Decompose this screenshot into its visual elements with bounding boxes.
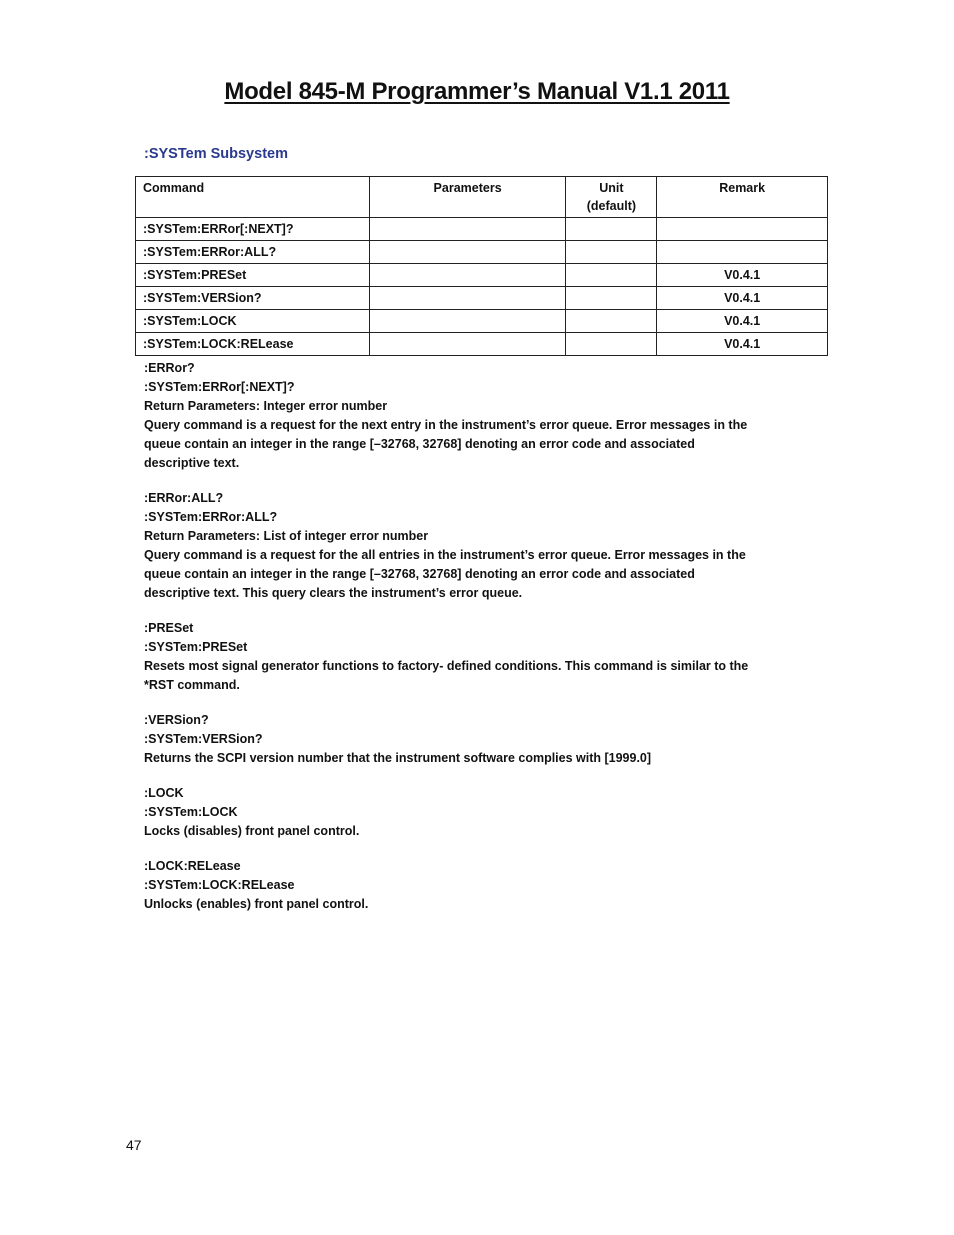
table-row [136,287,828,310]
description-line: Query command is a request for the all entries in the instrument’s error queue. Error messages in the [144,548,746,562]
lock-description [144,784,804,841]
header-command: Command [136,177,370,218]
cell-remark: V0.4.1 [657,333,828,356]
table-row [136,241,828,264]
short-command: :LOCK [144,786,184,800]
cell-parameters [369,264,566,287]
cell-command: :SYSTem:LOCK [136,310,370,333]
long-command: :SYSTem:ERRor:ALL? [144,510,278,524]
cell-remark: V0.4.1 [657,287,828,310]
description-line: Unlocks (enables) front panel control. [144,897,369,911]
cell-command: :SYSTem:LOCK:RELease [136,333,370,356]
header-remark: Remark [657,177,828,218]
page-number: 47 [126,1137,142,1153]
cell-remark [657,218,828,241]
cell-unit [566,333,657,356]
description-line: Return Parameters: Integer error number [144,399,388,413]
description-line: Query command is a request for the next entry in the instrument’s error queue. Error messages in the [144,418,748,432]
cell-parameters [369,287,566,310]
cell-command: :SYSTem:ERRor:ALL? [136,241,370,264]
cell-parameters [369,218,566,241]
cell-command: :SYSTem:PRESet [136,264,370,287]
header-unit-line2: (default) [586,199,637,213]
description-line: Locks (disables) front panel control. [144,824,360,838]
description-line: Return Parameters: List of integer error number [144,529,429,543]
description-line: *RST command. [144,678,240,692]
description-line: Resets most signal generator functions to factory- defined conditions. This command is similar to the [144,659,749,673]
cell-unit [566,310,657,333]
table-row [136,264,828,287]
cell-remark: V0.4.1 [657,310,828,333]
table-row [136,333,828,356]
long-command: :SYSTem:LOCK [144,805,238,819]
short-command: :ERRor:ALL? [144,491,224,505]
description-line: descriptive text. This query clears the instrument’s error queue. [144,586,523,600]
description-line: queue contain an integer in the range [–32768, 32768] denoting an error code and associated [144,437,695,451]
header-parameters: Parameters [369,177,566,218]
header-unit [566,177,657,218]
long-command: :SYSTem:PRESet [144,640,248,654]
command-table [135,176,828,356]
preset-description [144,619,804,695]
cell-parameters [369,241,566,264]
cell-parameters [369,310,566,333]
error-all-description [144,489,804,603]
header-unit-line1: Unit [599,181,624,195]
cell-command: :SYSTem:VERSion? [136,287,370,310]
long-command: :SYSTem:LOCK:RELease [144,878,295,892]
description-line: queue contain an integer in the range [–32768, 32768] denoting an error code and associated [144,567,695,581]
table-row [136,218,828,241]
version-description [144,711,804,768]
description-line: Returns the SCPI version number that the instrument software complies with [1999.0] [144,751,652,765]
cell-remark [657,241,828,264]
long-command: :SYSTem:VERSion? [144,732,263,746]
table-row [136,310,828,333]
cell-unit [566,241,657,264]
command-descriptions [144,359,804,930]
cell-unit [566,264,657,287]
cell-unit [566,218,657,241]
short-command: :VERSion? [144,713,209,727]
cell-unit [566,287,657,310]
lock-release-description [144,857,804,914]
short-command: :LOCK:RELease [144,859,241,873]
section-heading: :SYSTem Subsystem [144,146,288,162]
cell-parameters [369,333,566,356]
cell-remark: V0.4.1 [657,264,828,287]
table-header-row [136,177,828,218]
short-command: :ERRor? [144,361,195,375]
cell-command: :SYSTem:ERRor[:NEXT]? [136,218,370,241]
long-command: :SYSTem:ERRor[:NEXT]? [144,380,295,394]
short-command: :PRESet [144,621,194,635]
error-next-description [144,359,804,473]
page-title: Model 845-M Programmer’s Manual V1.1 2011 [224,78,730,105]
description-line: descriptive text. [144,456,240,470]
